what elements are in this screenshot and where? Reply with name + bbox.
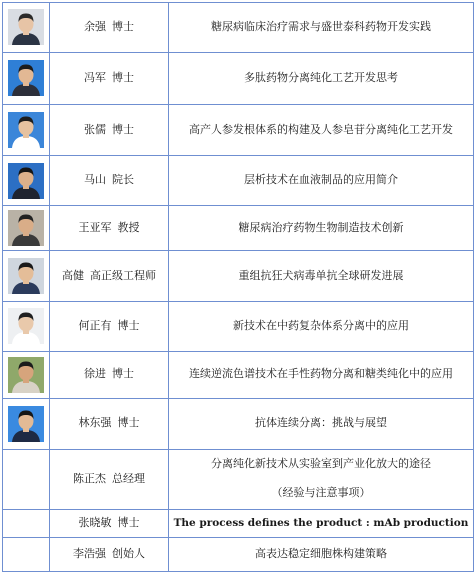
speaker-row <box>3 351 474 398</box>
speaker-row <box>3 509 474 538</box>
photo-cell <box>3 398 50 449</box>
speaker-name-cell <box>50 251 169 302</box>
speaker-title: 高正级工程师 <box>90 268 156 282</box>
talk-topic-cell <box>169 301 474 351</box>
photo-cell <box>3 509 50 538</box>
speaker-name: 何正有 <box>78 318 112 332</box>
talk-topic: 高表达稳定细胞株构建策略 <box>255 547 387 561</box>
photo-cell <box>3 449 50 509</box>
speaker-name-cell <box>50 52 169 104</box>
talk-topic: 多肽药物分离纯化工艺开发思考 <box>244 70 398 84</box>
speaker-title: 博士 <box>112 122 134 136</box>
speaker-name: 张晓敏 <box>78 516 112 530</box>
speaker-title: 博士 <box>112 19 134 33</box>
speaker-row <box>3 104 474 156</box>
speaker-title: 博士 <box>112 367 134 381</box>
speaker-photo <box>8 60 44 96</box>
talk-topic: 糖尿病临床治疗需求与盛世泰科药物开发实践 <box>211 19 431 33</box>
speaker-photo <box>8 258 44 294</box>
talk-topic: 重组抗狂犬病毒单抗全球研发进展 <box>238 268 404 282</box>
speaker-row <box>3 398 474 449</box>
speaker-title: 创始人 <box>112 547 145 561</box>
talk-topic-note: （经验与注意事项） <box>271 486 371 500</box>
photo-cell <box>3 301 50 351</box>
speaker-name-cell <box>50 3 169 53</box>
speaker-row <box>3 3 474 53</box>
speaker-name-cell <box>50 104 169 156</box>
talk-topic-cell <box>169 449 474 509</box>
talk-topic-cell <box>169 351 474 398</box>
speaker-photo <box>8 357 44 393</box>
speaker-name-cell <box>50 206 169 251</box>
talk-topic-cell <box>169 104 474 156</box>
speaker-name-cell <box>50 398 169 449</box>
photo-cell <box>3 52 50 104</box>
speaker-row <box>3 449 474 509</box>
speaker-name: 马山 <box>84 173 106 187</box>
speaker-photo <box>8 308 44 344</box>
talk-topic: 层析技术在血液制品的应用简介 <box>244 173 398 187</box>
talk-topic-cell <box>169 538 474 572</box>
speaker-name: 王亚军 <box>78 220 112 234</box>
photo-cell <box>3 251 50 302</box>
talk-topic: 新技术在中药复杂体系分离中的应用 <box>233 318 409 332</box>
speaker-title: 教授 <box>117 220 140 234</box>
talk-topic: 分离纯化新技术从实验室到产业化放大的途径 <box>211 457 431 471</box>
speaker-title: 博士 <box>117 516 140 530</box>
speaker-name-cell <box>50 351 169 398</box>
speaker-name: 陈正杰 <box>73 471 106 485</box>
speaker-name-cell <box>50 449 169 509</box>
talk-topic-cell <box>169 3 474 53</box>
speaker-name: 林东强 <box>78 416 112 430</box>
photo-cell <box>3 206 50 251</box>
photo-cell <box>3 538 50 572</box>
speaker-photo <box>8 163 44 199</box>
photo-cell <box>3 351 50 398</box>
speaker-name: 李浩强 <box>73 547 106 561</box>
speaker-row <box>3 156 474 206</box>
photo-cell <box>3 156 50 206</box>
speaker-row <box>3 538 474 572</box>
speaker-name-cell <box>50 538 169 572</box>
talk-topic: The process defines the product : mAb production <box>173 517 469 530</box>
talk-topic: 连续逆流色谱技术在手性药物分离和糖类纯化中的应用 <box>189 367 453 381</box>
photo-cell <box>3 3 50 53</box>
talk-topic: 高产人参发根体系的构建及人参皂苷分离纯化工艺开发 <box>189 122 453 136</box>
talk-topic-cell <box>169 206 474 251</box>
speaker-title: 博士 <box>112 70 134 84</box>
talk-topic-cell <box>169 251 474 302</box>
speaker-name: 高健 <box>62 268 84 282</box>
speaker-name: 徐进 <box>84 367 106 381</box>
speaker-name-cell <box>50 156 169 206</box>
talk-topic-cell <box>169 52 474 104</box>
speaker-photo <box>8 112 44 148</box>
speaker-row <box>3 206 474 251</box>
speaker-photo <box>8 9 44 45</box>
photo-cell <box>3 104 50 156</box>
speaker-name: 冯军 <box>84 70 106 84</box>
speaker-name: 余强 <box>84 19 106 33</box>
speaker-photo <box>8 210 44 246</box>
talk-topic-cell <box>169 156 474 206</box>
speaker-title: 博士 <box>117 318 140 332</box>
speaker-table <box>2 2 474 572</box>
speaker-row <box>3 301 474 351</box>
speaker-title: 院长 <box>112 173 134 187</box>
speaker-name: 张儒 <box>84 122 106 136</box>
speaker-row <box>3 251 474 302</box>
speaker-title: 总经理 <box>112 471 145 485</box>
speaker-title: 博士 <box>117 416 140 430</box>
speaker-row <box>3 52 474 104</box>
speaker-photo <box>8 406 44 442</box>
talk-topic: 糖尿病治疗药物生物制造技术创新 <box>238 220 404 234</box>
talk-topic-cell <box>169 398 474 449</box>
talk-topic-cell <box>169 509 474 538</box>
speaker-name-cell <box>50 509 169 538</box>
speaker-name-cell <box>50 301 169 351</box>
talk-topic: 抗体连续分离：挑战与展望 <box>255 416 387 430</box>
